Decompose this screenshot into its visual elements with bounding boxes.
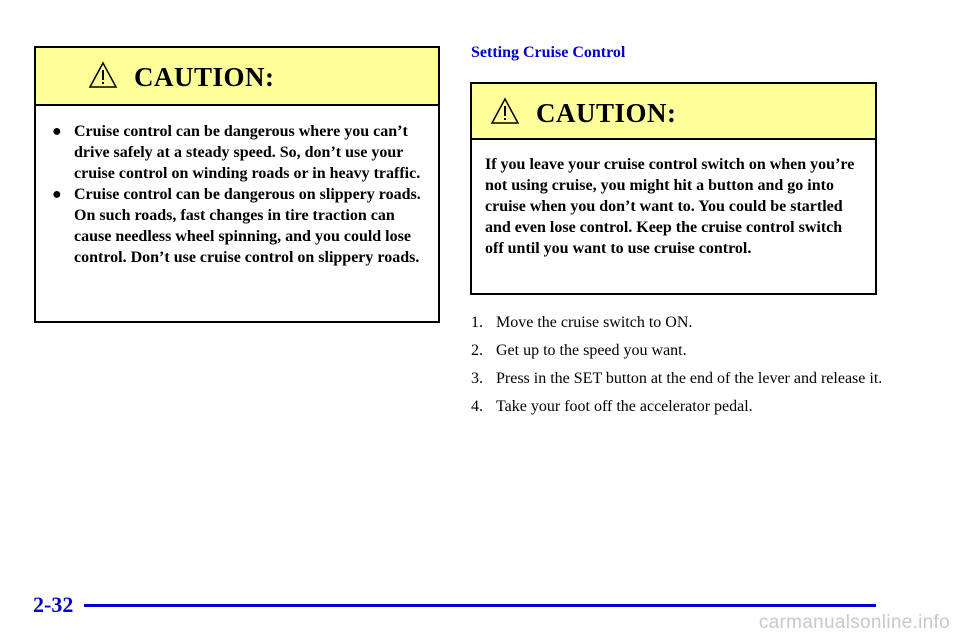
- step-text: Take your foot off the accelerator pedal.: [496, 398, 753, 415]
- caution-body: [36, 106, 438, 268]
- step-text: Get up to the speed you want.: [496, 342, 687, 359]
- step-number: 3.: [471, 370, 483, 387]
- caution-header: [472, 84, 875, 140]
- caution-box-right: [470, 82, 877, 295]
- footer-divider: [84, 604, 876, 607]
- step-text: Move the cruise switch to ON.: [496, 314, 693, 331]
- caution-bullet: [46, 184, 424, 268]
- step-number: 4.: [471, 398, 483, 415]
- warning-triangle-icon: [88, 61, 118, 94]
- list-item: [471, 341, 891, 360]
- warning-triangle-icon: [490, 97, 520, 130]
- steps-list: [471, 313, 891, 425]
- caution-body: If you leave your cruise control switch on when you’re not using cruise, you might hit a button and go into cruise when you don’t want to. You could be startled and even lose control. Keep the cruise control switch off until you want to use cruise control.: [485, 156, 855, 257]
- list-item: [471, 313, 891, 332]
- page-number: 2-32: [33, 592, 74, 617]
- step-text: Press in the SET button at the end of the lever and release it.: [496, 370, 883, 387]
- caution-header: [36, 48, 438, 106]
- list-item: [471, 369, 891, 388]
- bullet-icon: ●: [52, 186, 62, 203]
- watermark-text: carmanualsonline.info: [758, 612, 950, 633]
- step-number: 2.: [471, 342, 483, 359]
- bullet-icon: ●: [52, 123, 62, 140]
- caution-bullet: [46, 121, 424, 184]
- bullet-text: Cruise control can be dangerous where you can’t drive safely at a steady speed. So, don’t use your cruise control on winding roads or in heavy traffic.: [74, 123, 421, 182]
- section-title: Setting Cruise Control: [471, 44, 626, 61]
- caution-box-left: [34, 46, 440, 323]
- list-item: [471, 397, 891, 416]
- caution-title: CAUTION:: [134, 62, 275, 92]
- caution-title: CAUTION:: [536, 98, 677, 128]
- bullet-text: Cruise control can be dangerous on slippery roads. On such roads, fast changes in tire traction can cause needless wheel spinning, and you could lose control. Don’t use cruise control on slippery roads.: [74, 186, 421, 266]
- step-number: 1.: [471, 314, 483, 331]
